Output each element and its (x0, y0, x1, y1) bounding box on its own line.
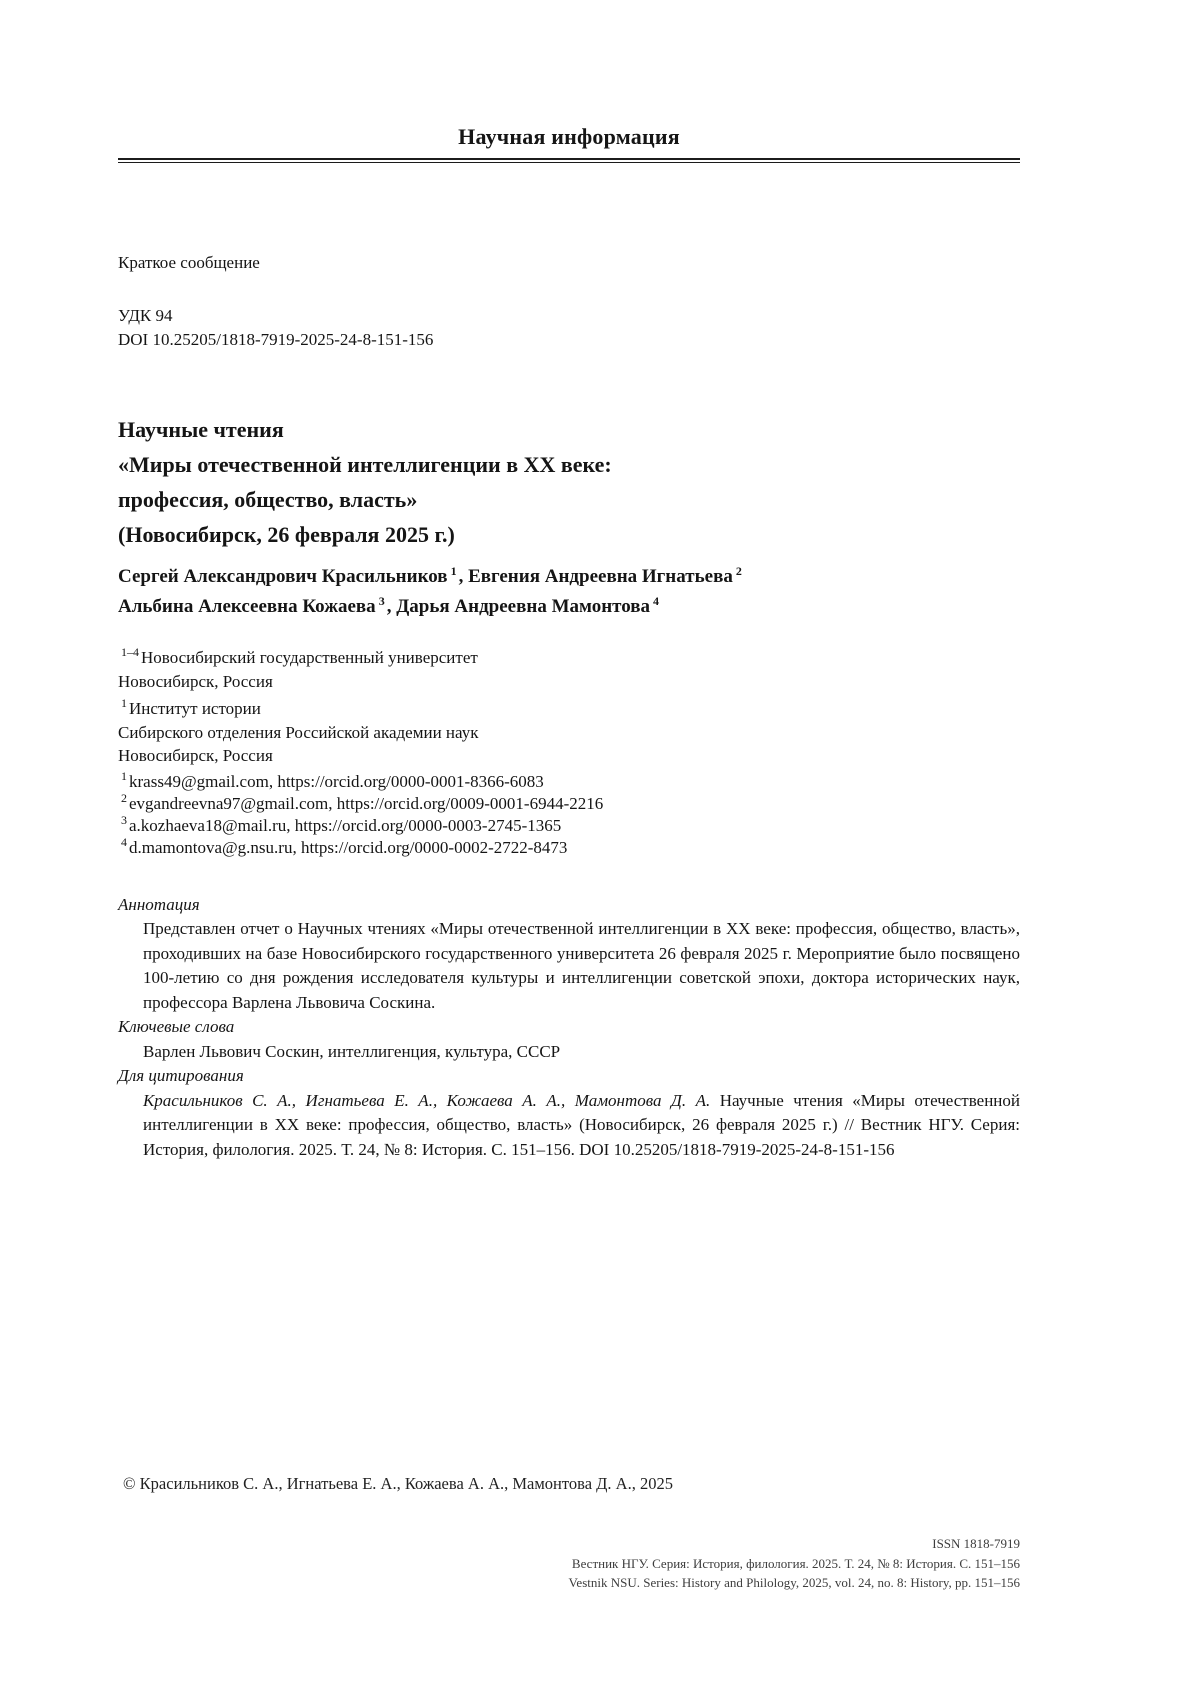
author-sup: 3 (378, 593, 385, 608)
author-sup: 1 (450, 563, 457, 578)
article-type: Краткое сообщение (118, 253, 260, 272)
keywords-text: Варлен Львович Соскин, интеллигенция, культура, СССР (143, 1041, 561, 1061)
author-sup: 2 (735, 563, 742, 578)
affiliation-sup: 1 (121, 696, 127, 711)
doi: DOI 10.25205/1818-7919-2025-24-8-151-156 (118, 330, 434, 349)
affiliation-university (118, 646, 1020, 693)
header-divider-rule (118, 158, 1020, 163)
authors-line (118, 562, 1020, 592)
contact-sup: 1 (121, 768, 127, 783)
author-sup: 4 (653, 593, 660, 608)
udc: УДК 94 (118, 306, 173, 325)
article-title (118, 412, 1020, 552)
contact-sup: 3 (121, 812, 127, 827)
citation-label: Для цитирования (118, 1066, 244, 1085)
contact-line (118, 834, 1020, 859)
author-name: Дарья Андреевна Мамонтова (396, 596, 651, 617)
authors-block (118, 562, 1020, 622)
affiliation-line: $^1$ Институт истории (121, 696, 261, 718)
affiliation-line: $^{1-4}$ Новосибирский государственный университет (121, 645, 478, 667)
author-separator: , (386, 596, 397, 617)
affiliation-line: Новосибирск, Россия (118, 746, 273, 765)
affiliation-institute (118, 697, 1020, 768)
contact-line (118, 790, 1020, 815)
article-title-line: «Миры отечественной интеллигенции в XX веке: (118, 452, 612, 477)
contact-sup: 2 (121, 790, 127, 805)
citation-body: Научные чтения «Миры отечественной интеллигенции в XX веке: профессия, общество, власть» (Новосибирск, 26 февраля 2025 г.) // Вестник НГУ. Серия: История, филология. 2025. Т. 24, № 8: История. С. 151–156. DOI 10.25205/1818-7919-2025-24-8-151-156 (143, 1090, 1020, 1159)
citation-authors: Красильников С. А., Игнатьева Е. А., Кожаева А. А., Мамонтова Д. А. (143, 1090, 711, 1110)
footer-journal-en: Vestnik NSU. Series: History and Philology, 2025, vol. 24, no. 8: History, pp. 151–156 (568, 1575, 1020, 1590)
page-footer (568, 1534, 1020, 1593)
affiliation-sup: 1–4 (121, 645, 139, 660)
author-name: Сергей Александрович Красильников (118, 566, 448, 587)
citation-text (118, 1089, 1020, 1163)
contact-sup: 4 (121, 834, 127, 849)
abstract-label: Аннотация (118, 894, 200, 914)
contact-line (118, 768, 1020, 793)
author-separator: , (458, 566, 469, 587)
udc-doi-block (118, 304, 1020, 352)
footer-issn: ISSN 1818-7919 (932, 1536, 1020, 1551)
contact-email-orcid: evgandreevna97@gmail.com, https://orcid.org/0009-0001-6944-2216 (129, 793, 604, 813)
copyright-line: © Красильников С. А., Игнатьева Е. А., Кожаева А. А., Мамонтова Д. А., 2025 (123, 1474, 673, 1493)
author-name: Евгения Андреевна Игнатьева (468, 566, 733, 587)
contacts-block (118, 768, 1020, 859)
contact-line (118, 812, 1020, 837)
affiliation-line: Новосибирск, Россия (118, 671, 273, 691)
contact-email-orcid: a.kozhaeva18@mail.ru, https://orcid.org/0000-0003-2745-1365 (129, 815, 562, 835)
footer-journal-ru: Вестник НГУ. Серия: История, филология. 2025. Т. 24, № 8: История. С. 151–156 (571, 1555, 1020, 1571)
article-title-line: Научные чтения (118, 417, 284, 442)
article-title-line: (Новосибирск, 26 февраля 2025 г.) (118, 522, 455, 547)
section-header: Научная информация (458, 124, 680, 149)
affiliation-line: Сибирского отделения Российской академии наук (118, 722, 479, 742)
author-name: Альбина Алексеевна Кожаева (118, 596, 376, 617)
contact-email-orcid: d.mamontova@g.nsu.ru, https://orcid.org/0000-0002-2722-8473 (129, 837, 568, 857)
abstract-text: Представлен отчет о Научных чтениях «Миры отечественной интеллигенции в XX веке: профессия, общество, власть», проходивших на базе Новосибирского государственного университета 26 февраля 2025 г. Мероприятие было посвящено 100-летию со дня рождения исследователя культуры и интеллигенции советской эпохи, доктора исторических наук, профессора Варлена Львовича Соскина. (143, 919, 1020, 1012)
authors-line (118, 592, 1020, 622)
keywords-label: Ключевые слова (118, 1017, 235, 1036)
contact-email-orcid: krass49@gmail.com, https://orcid.org/0000-0001-8366-6083 (129, 771, 544, 791)
article-title-line: профессия, общество, власть» (118, 487, 418, 512)
abstract-section (118, 893, 1020, 1163)
